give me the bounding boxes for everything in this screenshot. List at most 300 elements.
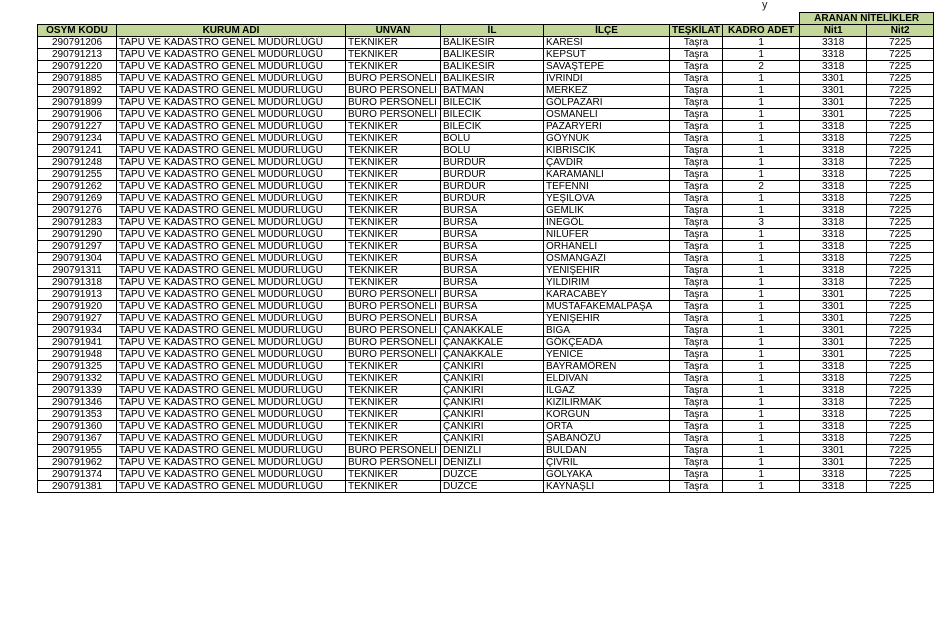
kurum-adi-cell: TAPU VE KADASTRO GENEL MÜDÜRLÜĞÜ bbox=[117, 241, 346, 253]
teskilat-cell: Taşra bbox=[670, 217, 723, 229]
osym-kodu-cell: 290791213 bbox=[38, 49, 117, 61]
ilce-cell: YILDIRIM bbox=[544, 277, 670, 289]
nit1-cell: 3301 bbox=[800, 349, 867, 361]
nit1-cell: 3301 bbox=[800, 73, 867, 85]
il-cell: BATMAN bbox=[441, 85, 544, 97]
unvan-cell: TEKNİKER bbox=[346, 265, 441, 277]
osym-kodu-cell: 290791325 bbox=[38, 361, 117, 373]
header-nit1: Nit1 bbox=[800, 25, 867, 37]
kurum-adi-cell: TAPU VE KADASTRO GENEL MÜDÜRLÜĞÜ bbox=[117, 121, 346, 133]
table-row bbox=[38, 445, 934, 457]
ilce-cell: MUSTAFAKEMALPAŞA bbox=[544, 301, 670, 313]
nit2-cell: 7225 bbox=[867, 181, 934, 193]
kurum-adi-cell: TAPU VE KADASTRO GENEL MÜDÜRLÜĞÜ bbox=[117, 277, 346, 289]
nit2-cell: 7225 bbox=[867, 421, 934, 433]
kurum-adi-cell: TAPU VE KADASTRO GENEL MÜDÜRLÜĞÜ bbox=[117, 37, 346, 49]
il-cell: ÇANAKKALE bbox=[441, 337, 544, 349]
teskilat-cell: Taşra bbox=[670, 265, 723, 277]
il-cell: ÇANKIRI bbox=[441, 361, 544, 373]
nit1-cell: 3318 bbox=[800, 49, 867, 61]
table-row bbox=[38, 289, 934, 301]
teskilat-cell: Taşra bbox=[670, 397, 723, 409]
osym-kodu-cell: 290791304 bbox=[38, 253, 117, 265]
kadro-adet-cell: 1 bbox=[723, 85, 800, 97]
il-cell: ÇANKIRI bbox=[441, 373, 544, 385]
teskilat-cell: Taşra bbox=[670, 325, 723, 337]
kurum-adi-cell: TAPU VE KADASTRO GENEL MÜDÜRLÜĞÜ bbox=[117, 373, 346, 385]
unvan-cell: TEKNİKER bbox=[346, 121, 441, 133]
kadro-adet-cell: 1 bbox=[723, 349, 800, 361]
kurum-adi-cell: TAPU VE KADASTRO GENEL MÜDÜRLÜĞÜ bbox=[117, 49, 346, 61]
ilce-cell: KAYNAŞLI bbox=[544, 481, 670, 493]
ilce-cell: ELDİVAN bbox=[544, 373, 670, 385]
osym-kodu-cell: 290791276 bbox=[38, 205, 117, 217]
kadro-adet-cell: 1 bbox=[723, 253, 800, 265]
kurum-adi-cell: TAPU VE KADASTRO GENEL MÜDÜRLÜĞÜ bbox=[117, 61, 346, 73]
il-cell: BURSA bbox=[441, 253, 544, 265]
nit2-cell: 7225 bbox=[867, 145, 934, 157]
nit1-cell: 3318 bbox=[800, 481, 867, 493]
ilce-cell: GÖLPAZARI bbox=[544, 97, 670, 109]
unvan-cell: BÜRO PERSONELİ bbox=[346, 349, 441, 361]
ilce-cell: KIBRISCIK bbox=[544, 145, 670, 157]
il-cell: ÇANKIRI bbox=[441, 433, 544, 445]
nit1-cell: 3318 bbox=[800, 277, 867, 289]
table-row bbox=[38, 205, 934, 217]
il-cell: BURSA bbox=[441, 205, 544, 217]
nit2-cell: 7225 bbox=[867, 337, 934, 349]
table-row bbox=[38, 301, 934, 313]
nit1-cell: 3318 bbox=[800, 373, 867, 385]
osym-kodu-cell: 290791339 bbox=[38, 385, 117, 397]
ilce-cell: YENİŞEHİR bbox=[544, 313, 670, 325]
nit2-cell: 7225 bbox=[867, 481, 934, 493]
unvan-cell: TEKNİKER bbox=[346, 385, 441, 397]
il-cell: DÜZCE bbox=[441, 481, 544, 493]
kurum-adi-cell: TAPU VE KADASTRO GENEL MÜDÜRLÜĞÜ bbox=[117, 73, 346, 85]
nit1-cell: 3301 bbox=[800, 109, 867, 121]
unvan-cell: TEKNİKER bbox=[346, 181, 441, 193]
ilce-cell: ORTA bbox=[544, 421, 670, 433]
il-cell: ÇANKIRI bbox=[441, 397, 544, 409]
il-cell: BALIKESİR bbox=[441, 61, 544, 73]
table-body bbox=[38, 37, 934, 493]
table-row bbox=[38, 217, 934, 229]
ilce-cell: TEFENNİ bbox=[544, 181, 670, 193]
kadro-adet-cell: 1 bbox=[723, 361, 800, 373]
osym-kodu-cell: 290791241 bbox=[38, 145, 117, 157]
osym-kodu-cell: 290791234 bbox=[38, 133, 117, 145]
table-row bbox=[38, 337, 934, 349]
nit2-cell: 7225 bbox=[867, 97, 934, 109]
table-row bbox=[38, 433, 934, 445]
kurum-adi-cell: TAPU VE KADASTRO GENEL MÜDÜRLÜĞÜ bbox=[117, 409, 346, 421]
ilce-cell: GÖKÇEADA bbox=[544, 337, 670, 349]
kurum-adi-cell: TAPU VE KADASTRO GENEL MÜDÜRLÜĞÜ bbox=[117, 445, 346, 457]
teskilat-cell: Taşra bbox=[670, 421, 723, 433]
nit1-cell: 3318 bbox=[800, 433, 867, 445]
kurum-adi-cell: TAPU VE KADASTRO GENEL MÜDÜRLÜĞÜ bbox=[117, 325, 346, 337]
kurum-adi-cell: TAPU VE KADASTRO GENEL MÜDÜRLÜĞÜ bbox=[117, 253, 346, 265]
osym-kodu-cell: 290791206 bbox=[38, 37, 117, 49]
teskilat-cell: Taşra bbox=[670, 433, 723, 445]
table-row bbox=[38, 457, 934, 469]
teskilat-cell: Taşra bbox=[670, 121, 723, 133]
nit1-cell: 3318 bbox=[800, 265, 867, 277]
nit1-cell: 3301 bbox=[800, 313, 867, 325]
nit1-cell: 3318 bbox=[800, 385, 867, 397]
unvan-cell: TEKNİKER bbox=[346, 481, 441, 493]
nit1-cell: 3318 bbox=[800, 229, 867, 241]
table-row bbox=[38, 481, 934, 493]
osym-kodu-cell: 290791892 bbox=[38, 85, 117, 97]
table-row bbox=[38, 361, 934, 373]
il-cell: BOLU bbox=[441, 133, 544, 145]
kadro-adet-cell: 1 bbox=[723, 157, 800, 169]
il-cell: ÇANAKKALE bbox=[441, 325, 544, 337]
unvan-cell: BÜRO PERSONELİ bbox=[346, 97, 441, 109]
nit2-cell: 7225 bbox=[867, 169, 934, 181]
teskilat-cell: Taşra bbox=[670, 37, 723, 49]
teskilat-cell: Taşra bbox=[670, 301, 723, 313]
kurum-adi-cell: TAPU VE KADASTRO GENEL MÜDÜRLÜĞÜ bbox=[117, 97, 346, 109]
kurum-adi-cell: TAPU VE KADASTRO GENEL MÜDÜRLÜĞÜ bbox=[117, 85, 346, 97]
osym-kodu-cell: 290791381 bbox=[38, 481, 117, 493]
unvan-cell: TEKNİKER bbox=[346, 469, 441, 481]
kurum-adi-cell: TAPU VE KADASTRO GENEL MÜDÜRLÜĞÜ bbox=[117, 133, 346, 145]
kadro-adet-cell: 2 bbox=[723, 181, 800, 193]
unvan-cell: TEKNİKER bbox=[346, 217, 441, 229]
nit2-cell: 7225 bbox=[867, 289, 934, 301]
kadro-adet-cell: 1 bbox=[723, 325, 800, 337]
header-nit2: Nit2 bbox=[867, 25, 934, 37]
nit1-cell: 3301 bbox=[800, 337, 867, 349]
unvan-cell: TEKNİKER bbox=[346, 157, 441, 169]
nit1-cell: 3318 bbox=[800, 217, 867, 229]
table-row bbox=[38, 373, 934, 385]
kurum-adi-cell: TAPU VE KADASTRO GENEL MÜDÜRLÜĞÜ bbox=[117, 397, 346, 409]
kurum-adi-cell: TAPU VE KADASTRO GENEL MÜDÜRLÜĞÜ bbox=[117, 337, 346, 349]
il-cell: ÇANAKKALE bbox=[441, 349, 544, 361]
kadro-adet-cell: 1 bbox=[723, 289, 800, 301]
teskilat-cell: Taşra bbox=[670, 409, 723, 421]
il-cell: BURSA bbox=[441, 313, 544, 325]
teskilat-cell: Taşra bbox=[670, 85, 723, 97]
kurum-adi-cell: TAPU VE KADASTRO GENEL MÜDÜRLÜĞÜ bbox=[117, 109, 346, 121]
nit2-cell: 7225 bbox=[867, 265, 934, 277]
table-row bbox=[38, 409, 934, 421]
nit1-cell: 3318 bbox=[800, 409, 867, 421]
nit2-cell: 7225 bbox=[867, 349, 934, 361]
il-cell: BURSA bbox=[441, 229, 544, 241]
kadro-adet-cell: 1 bbox=[723, 133, 800, 145]
header-il: İL bbox=[441, 25, 544, 37]
kurum-adi-cell: TAPU VE KADASTRO GENEL MÜDÜRLÜĞÜ bbox=[117, 265, 346, 277]
unvan-cell: BÜRO PERSONELİ bbox=[346, 313, 441, 325]
ilce-cell: YEŞİLOVA bbox=[544, 193, 670, 205]
kadro-adet-cell: 1 bbox=[723, 121, 800, 133]
ilce-cell: OSMANELİ bbox=[544, 109, 670, 121]
il-cell: BİLECİK bbox=[441, 121, 544, 133]
table-row bbox=[38, 313, 934, 325]
nit1-cell: 3318 bbox=[800, 241, 867, 253]
unvan-cell: TEKNİKER bbox=[346, 361, 441, 373]
unvan-cell: BÜRO PERSONELİ bbox=[346, 289, 441, 301]
il-cell: BİLECİK bbox=[441, 109, 544, 121]
nit2-cell: 7225 bbox=[867, 277, 934, 289]
ilce-cell: KARESİ bbox=[544, 37, 670, 49]
osym-kodu-cell: 290791290 bbox=[38, 229, 117, 241]
kurum-adi-cell: TAPU VE KADASTRO GENEL MÜDÜRLÜĞÜ bbox=[117, 361, 346, 373]
osym-kodu-cell: 290791927 bbox=[38, 313, 117, 325]
osym-kodu-cell: 290791353 bbox=[38, 409, 117, 421]
kurum-adi-cell: TAPU VE KADASTRO GENEL MÜDÜRLÜĞÜ bbox=[117, 181, 346, 193]
ilce-cell: ÇAVDIR bbox=[544, 157, 670, 169]
nit1-cell: 3318 bbox=[800, 469, 867, 481]
nit1-cell: 3301 bbox=[800, 325, 867, 337]
osym-kodu-cell: 290791885 bbox=[38, 73, 117, 85]
kurum-adi-cell: TAPU VE KADASTRO GENEL MÜDÜRLÜĞÜ bbox=[117, 349, 346, 361]
kurum-adi-cell: TAPU VE KADASTRO GENEL MÜDÜRLÜĞÜ bbox=[117, 289, 346, 301]
table-row bbox=[38, 73, 934, 85]
teskilat-cell: Taşra bbox=[670, 73, 723, 85]
ilce-cell: BİGA bbox=[544, 325, 670, 337]
osym-kodu-cell: 290791920 bbox=[38, 301, 117, 313]
table-row bbox=[38, 253, 934, 265]
kadro-adet-cell: 1 bbox=[723, 241, 800, 253]
unvan-cell: BÜRO PERSONELİ bbox=[346, 445, 441, 457]
ilce-cell: İVRİNDİ bbox=[544, 73, 670, 85]
nit2-cell: 7225 bbox=[867, 49, 934, 61]
nit1-cell: 3301 bbox=[800, 85, 867, 97]
kurum-adi-cell: TAPU VE KADASTRO GENEL MÜDÜRLÜĞÜ bbox=[117, 205, 346, 217]
ilce-cell: BAYRAMÖREN bbox=[544, 361, 670, 373]
teskilat-cell: Taşra bbox=[670, 253, 723, 265]
unvan-cell: BÜRO PERSONELİ bbox=[346, 85, 441, 97]
unvan-cell: TEKNİKER bbox=[346, 205, 441, 217]
kadro-adet-cell: 2 bbox=[723, 61, 800, 73]
nit1-cell: 3301 bbox=[800, 97, 867, 109]
table-row bbox=[38, 181, 934, 193]
nit2-cell: 7225 bbox=[867, 133, 934, 145]
kurum-adi-cell: TAPU VE KADASTRO GENEL MÜDÜRLÜĞÜ bbox=[117, 229, 346, 241]
kurum-adi-cell: TAPU VE KADASTRO GENEL MÜDÜRLÜĞÜ bbox=[117, 313, 346, 325]
osym-kodu-cell: 290791248 bbox=[38, 157, 117, 169]
nit1-cell: 3318 bbox=[800, 37, 867, 49]
ilce-cell: MERKEZ bbox=[544, 85, 670, 97]
kadro-adet-cell: 3 bbox=[723, 217, 800, 229]
kadro-adet-cell: 1 bbox=[723, 421, 800, 433]
table-row bbox=[38, 49, 934, 61]
nit2-cell: 7225 bbox=[867, 445, 934, 457]
kadro-adet-cell: 1 bbox=[723, 205, 800, 217]
kadro-adet-cell: 1 bbox=[723, 277, 800, 289]
ilce-cell: SAVAŞTEPE bbox=[544, 61, 670, 73]
kadro-adet-cell: 1 bbox=[723, 49, 800, 61]
teskilat-cell: Taşra bbox=[670, 49, 723, 61]
nit1-cell: 3318 bbox=[800, 421, 867, 433]
kurum-adi-cell: TAPU VE KADASTRO GENEL MÜDÜRLÜĞÜ bbox=[117, 193, 346, 205]
ilce-cell: KARAMANLI bbox=[544, 169, 670, 181]
nit1-cell: 3318 bbox=[800, 169, 867, 181]
ilce-cell: KARACABEY bbox=[544, 289, 670, 301]
unvan-cell: TEKNİKER bbox=[346, 433, 441, 445]
kadro-adet-cell: 1 bbox=[723, 169, 800, 181]
header-teskilat: TEŞKİLAT bbox=[670, 25, 723, 37]
unvan-cell: TEKNİKER bbox=[346, 397, 441, 409]
ilce-cell: YENİCE bbox=[544, 349, 670, 361]
ilce-cell: PAZARYERİ bbox=[544, 121, 670, 133]
teskilat-cell: Taşra bbox=[670, 457, 723, 469]
table-row bbox=[38, 265, 934, 277]
osym-kodu-cell: 290791297 bbox=[38, 241, 117, 253]
ilce-cell: NİLÜFER bbox=[544, 229, 670, 241]
unvan-cell: BÜRO PERSONELİ bbox=[346, 109, 441, 121]
il-cell: BURSA bbox=[441, 289, 544, 301]
table-row bbox=[38, 109, 934, 121]
unvan-cell: BÜRO PERSONELİ bbox=[346, 457, 441, 469]
unvan-cell: BÜRO PERSONELİ bbox=[346, 337, 441, 349]
table-row bbox=[38, 229, 934, 241]
il-cell: BURDUR bbox=[441, 181, 544, 193]
table-row bbox=[38, 241, 934, 253]
osym-kodu-cell: 290791220 bbox=[38, 61, 117, 73]
teskilat-cell: Taşra bbox=[670, 109, 723, 121]
osym-kodu-cell: 290791360 bbox=[38, 421, 117, 433]
osym-kodu-cell: 290791899 bbox=[38, 97, 117, 109]
unvan-cell: BÜRO PERSONELİ bbox=[346, 301, 441, 313]
table-row bbox=[38, 157, 934, 169]
teskilat-cell: Taşra bbox=[670, 385, 723, 397]
il-cell: DÜZCE bbox=[441, 469, 544, 481]
header-osym-kodu: ÖSYM KODU bbox=[38, 25, 117, 37]
il-cell: BURSA bbox=[441, 241, 544, 253]
il-cell: BALIKESİR bbox=[441, 73, 544, 85]
unvan-cell: TEKNİKER bbox=[346, 253, 441, 265]
nit2-cell: 7225 bbox=[867, 457, 934, 469]
osym-kodu-cell: 290791941 bbox=[38, 337, 117, 349]
osym-kodu-cell: 290791318 bbox=[38, 277, 117, 289]
il-cell: DENİZLİ bbox=[441, 445, 544, 457]
ilce-cell: KORGUN bbox=[544, 409, 670, 421]
teskilat-cell: Taşra bbox=[670, 61, 723, 73]
teskilat-cell: Taşra bbox=[670, 349, 723, 361]
nit1-cell: 3318 bbox=[800, 145, 867, 157]
nit1-cell: 3318 bbox=[800, 121, 867, 133]
table-row bbox=[38, 37, 934, 49]
osym-kodu-cell: 290791374 bbox=[38, 469, 117, 481]
unvan-cell: TEKNİKER bbox=[346, 133, 441, 145]
il-cell: BİLECİK bbox=[441, 97, 544, 109]
table-row bbox=[38, 97, 934, 109]
osym-kodu-cell: 290791346 bbox=[38, 397, 117, 409]
nit1-cell: 3301 bbox=[800, 289, 867, 301]
nit2-cell: 7225 bbox=[867, 205, 934, 217]
kadro-adet-cell: 1 bbox=[723, 193, 800, 205]
nit1-cell: 3318 bbox=[800, 397, 867, 409]
kadro-adet-cell: 1 bbox=[723, 481, 800, 493]
kadro-adet-cell: 1 bbox=[723, 469, 800, 481]
nit2-cell: 7225 bbox=[867, 373, 934, 385]
kadro-adet-cell: 1 bbox=[723, 265, 800, 277]
nit1-cell: 3318 bbox=[800, 193, 867, 205]
ilce-cell: GEMLİK bbox=[544, 205, 670, 217]
nit2-cell: 7225 bbox=[867, 37, 934, 49]
kurum-adi-cell: TAPU VE KADASTRO GENEL MÜDÜRLÜĞÜ bbox=[117, 469, 346, 481]
table-row bbox=[38, 61, 934, 73]
kurum-adi-cell: TAPU VE KADASTRO GENEL MÜDÜRLÜĞÜ bbox=[117, 157, 346, 169]
kadro-adet-cell: 1 bbox=[723, 313, 800, 325]
table-row bbox=[38, 169, 934, 181]
il-cell: BURSA bbox=[441, 217, 544, 229]
kadro-adet-cell: 1 bbox=[723, 457, 800, 469]
nit2-cell: 7225 bbox=[867, 61, 934, 73]
il-cell: BURDUR bbox=[441, 169, 544, 181]
kurum-adi-cell: TAPU VE KADASTRO GENEL MÜDÜRLÜĞÜ bbox=[117, 481, 346, 493]
teskilat-cell: Taşra bbox=[670, 445, 723, 457]
teskilat-cell: Taşra bbox=[670, 313, 723, 325]
header-unvan: UNVAN bbox=[346, 25, 441, 37]
ilce-cell: BULDAN bbox=[544, 445, 670, 457]
unvan-cell: TEKNİKER bbox=[346, 145, 441, 157]
unvan-cell: BÜRO PERSONELİ bbox=[346, 73, 441, 85]
ilce-cell: ŞABANÖZÜ bbox=[544, 433, 670, 445]
teskilat-cell: Taşra bbox=[670, 469, 723, 481]
kurum-adi-cell: TAPU VE KADASTRO GENEL MÜDÜRLÜĞÜ bbox=[117, 385, 346, 397]
osym-kodu-cell: 290791906 bbox=[38, 109, 117, 121]
ilce-cell: GÖYNÜK bbox=[544, 133, 670, 145]
unvan-cell: TEKNİKER bbox=[346, 421, 441, 433]
osym-kodu-cell: 290791367 bbox=[38, 433, 117, 445]
il-cell: BURSA bbox=[441, 301, 544, 313]
nit2-cell: 7225 bbox=[867, 385, 934, 397]
unvan-cell: TEKNİKER bbox=[346, 241, 441, 253]
positions-table bbox=[37, 12, 934, 493]
unvan-cell: TEKNİKER bbox=[346, 193, 441, 205]
teskilat-cell: Taşra bbox=[670, 373, 723, 385]
il-cell: BALIKESİR bbox=[441, 37, 544, 49]
unvan-cell: TEKNİKER bbox=[346, 169, 441, 181]
nit1-cell: 3318 bbox=[800, 61, 867, 73]
table-row bbox=[38, 145, 934, 157]
nit1-cell: 3301 bbox=[800, 445, 867, 457]
il-cell: BURDUR bbox=[441, 193, 544, 205]
teskilat-cell: Taşra bbox=[670, 289, 723, 301]
nit1-cell: 3318 bbox=[800, 157, 867, 169]
nit2-cell: 7225 bbox=[867, 361, 934, 373]
kadro-adet-cell: 1 bbox=[723, 385, 800, 397]
unvan-cell: TEKNİKER bbox=[346, 49, 441, 61]
ilce-cell: ILGAZ bbox=[544, 385, 670, 397]
nit1-cell: 3318 bbox=[800, 133, 867, 145]
il-cell: ÇANKIRI bbox=[441, 409, 544, 421]
nit1-cell: 3301 bbox=[800, 457, 867, 469]
teskilat-cell: Taşra bbox=[670, 133, 723, 145]
table-row bbox=[38, 325, 934, 337]
table-row bbox=[38, 85, 934, 97]
table-row bbox=[38, 193, 934, 205]
kadro-adet-cell: 1 bbox=[723, 73, 800, 85]
kurum-adi-cell: TAPU VE KADASTRO GENEL MÜDÜRLÜĞÜ bbox=[117, 169, 346, 181]
nit2-cell: 7225 bbox=[867, 469, 934, 481]
teskilat-cell: Taşra bbox=[670, 181, 723, 193]
nit2-cell: 7225 bbox=[867, 241, 934, 253]
nit2-cell: 7225 bbox=[867, 193, 934, 205]
table-row bbox=[38, 469, 934, 481]
nit1-cell: 3318 bbox=[800, 205, 867, 217]
kadro-adet-cell: 1 bbox=[723, 397, 800, 409]
osym-kodu-cell: 290791311 bbox=[38, 265, 117, 277]
